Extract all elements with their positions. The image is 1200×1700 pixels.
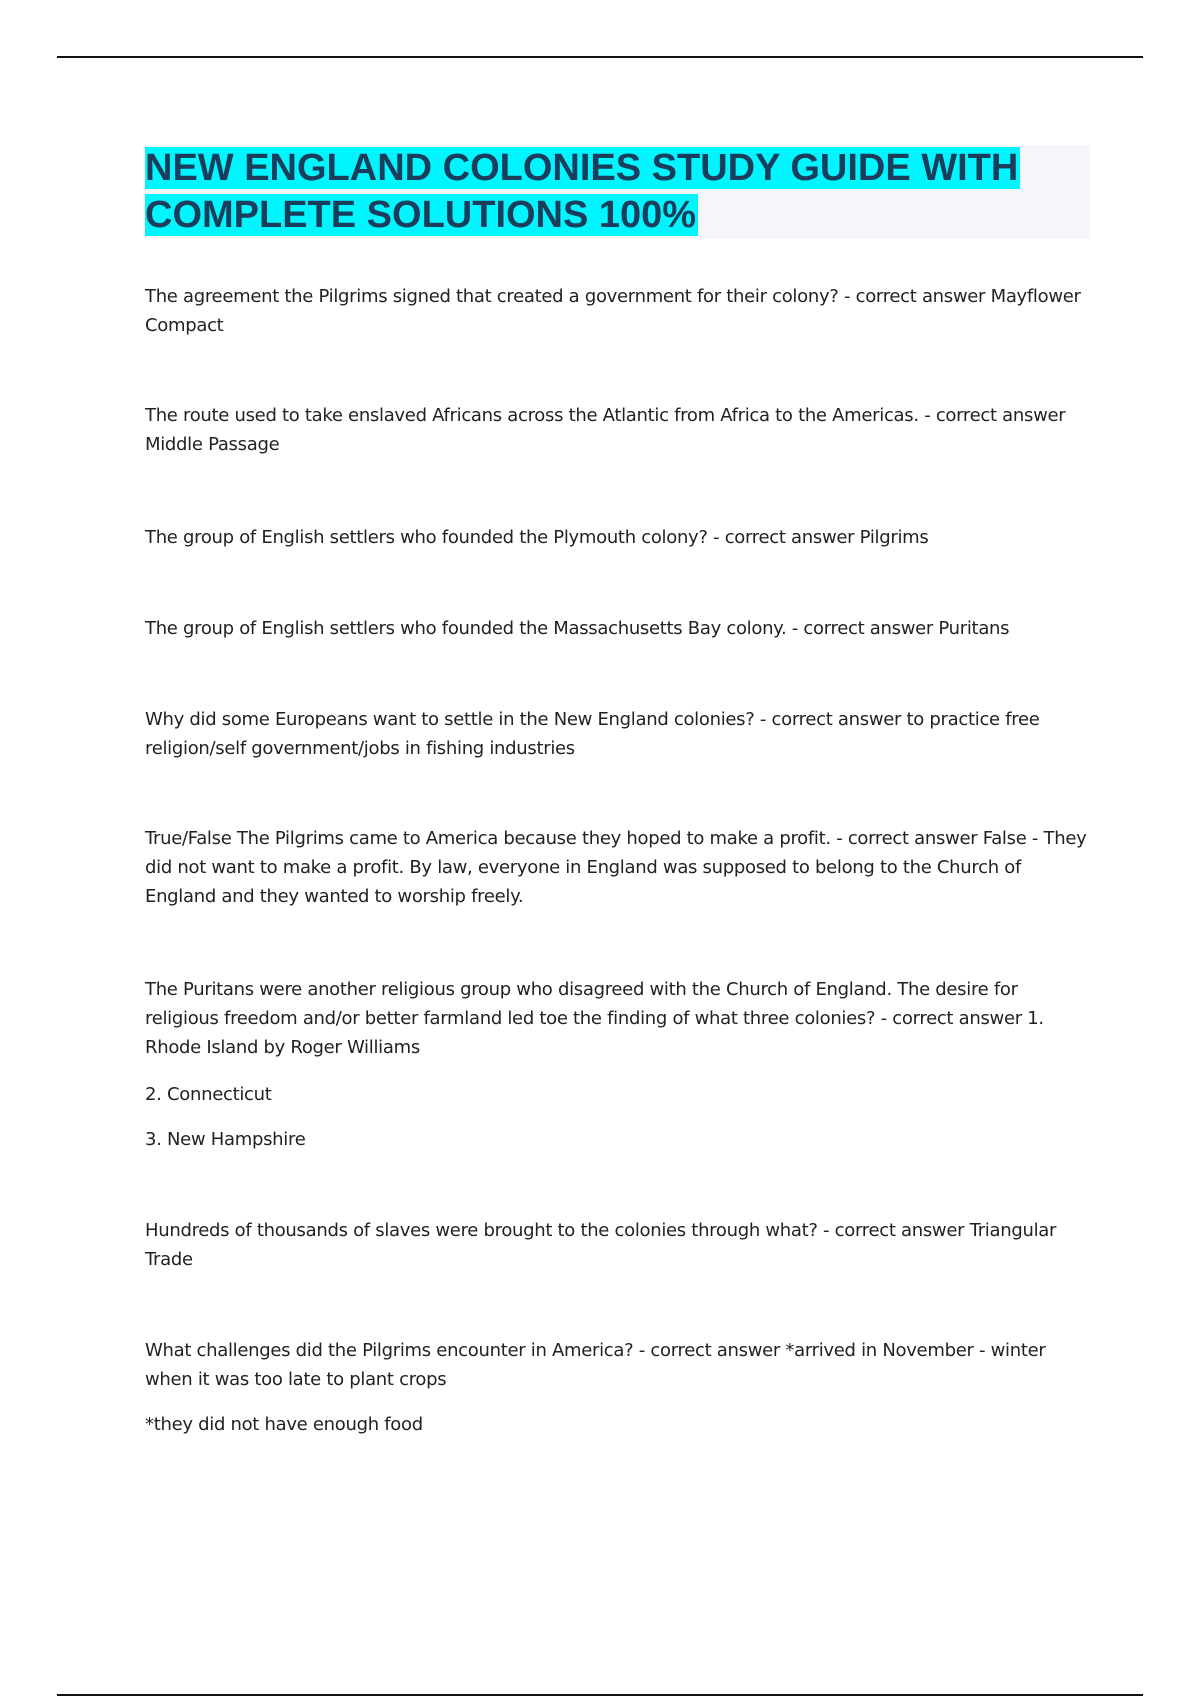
answer-list-item: 3. New Hampshire xyxy=(145,1129,306,1150)
title-line-1: NEW ENGLAND COLONIES STUDY GUIDE WITH xyxy=(145,147,1019,189)
title-line-2: COMPLETE SOLUTIONS 100% xyxy=(145,194,697,236)
question-item: The agreement the Pilgrims signed that created a government for their colony? - correct answer Mayflower Compact xyxy=(145,286,1081,336)
question-item: The group of English settlers who founded the Plymouth colony? - correct answer Pilgrims xyxy=(145,527,929,548)
question-item: What challenges did the Pilgrims encounter in America? - correct answer *arrived in November - winter when it was too late to plant crops xyxy=(145,1340,1046,1390)
question-item: Hundreds of thousands of slaves were brought to the colonies through what? - correct answer Triangular Trade xyxy=(145,1220,1057,1270)
answer-list-item: *they did not have enough food xyxy=(145,1414,423,1435)
question-item: The group of English settlers who founded the Massachusetts Bay colony. - correct answer Puritans xyxy=(145,618,1010,639)
question-item: The Puritans were another religious group who disagreed with the Church of England. The desire for religious freedom and/or better farmland led toe the finding of what three colonies? - correct answer 1. Rhode Island by Roger Williams xyxy=(145,979,1044,1058)
header-rule xyxy=(57,56,1143,58)
page-title xyxy=(145,145,1090,239)
answer-list-item: 2. Connecticut xyxy=(145,1084,272,1105)
title-block xyxy=(145,145,1090,239)
footer-rule xyxy=(57,1694,1143,1696)
question-item: Why did some Europeans want to settle in the New England colonies? - correct answer to practice free religion/self government/jobs in fishing industries xyxy=(145,709,1040,759)
question-item: The route used to take enslaved Africans across the Atlantic from Africa to the Americas. - correct answer Middle Passage xyxy=(145,405,1066,455)
question-item: True/False The Pilgrims came to America because they hoped to make a profit. - correct answer False - They did not want to make a profit. By law, everyone in England was supposed to belong to the Church of England and they wanted to worship freely. xyxy=(145,828,1087,907)
